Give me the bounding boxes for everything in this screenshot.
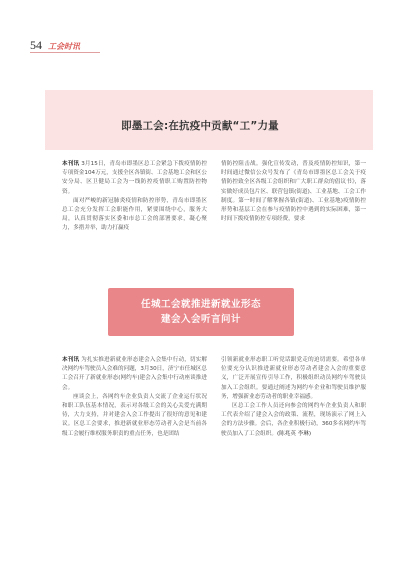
page-number: 54 xyxy=(30,38,42,52)
article2-paragraph: 引领新就业形态职工听党话跟党走的迫切需要。希望各单位要充分认识推进新就业形态劳动者建会入会的重要意义，广泛开展宣传引导工作，积极组织动员网约车驾驶员加入工会组织。要通过阐述为网约车企业和驾驶员维护服务，增强新业态劳动者的职业幸福感。 xyxy=(221,357,366,400)
article1-paragraph xyxy=(62,160,207,197)
article2-column-2 xyxy=(221,356,366,439)
header-divider xyxy=(30,52,100,53)
article1-title: 即墨工会:在抗疫中贡献“工”力量 xyxy=(121,120,279,132)
article2-text: 为扎实推进新就业形态建会入会集中行动，切实解决网约车驾驶员入会难的问题，3月30日，济宁市任城区总工会召开了新就业形态(网约车)建会入会集中行动座谈推进会。 xyxy=(62,357,207,391)
article1-body xyxy=(62,160,366,234)
article2-paragraph xyxy=(62,356,207,393)
article2-title-line-2: 建会入会听言问计 xyxy=(160,314,241,325)
article1-paragraph: 面对严峻的新冠肺炎疫情和防控形势，青岛市即墨区总工会充分发挥工会职能作用，紧要围绕中心，服务大局，认真贯彻落实区委和市总工会的部署要求，凝心聚力，多措并举，助力打赢疫 xyxy=(62,197,207,232)
article2-column-1 xyxy=(62,356,207,439)
article2-paragraph xyxy=(221,402,366,439)
article1-column-2 xyxy=(221,160,366,234)
article2-title-line-1: 任城工会就推进新就业形态 xyxy=(140,299,261,310)
section-title: 工会时讯 xyxy=(48,42,80,51)
page-header xyxy=(30,38,80,53)
article2-title-box xyxy=(108,288,294,336)
article1-text: 3月15日，青岛市即墨区总工会紧急下拨疫情防控专项资金104万元，支援全区各镇街、工会基地工会和区公安分局、区卫健局工会为一线防控疫情职工购置防控物资。 xyxy=(62,161,207,195)
article2-paragraph: 座谈会上，各网约车企业负责人交流了企业运行状况和职工队伍基本情况，表示对各级工会的关心关爱充满期待，大力支持，并对建会入会工作提出了很好的意见和建议。区总工会要求，推进新就业形态劳动者入会是当前各级工会履行维权服务职责的重点任务，也是团结 xyxy=(62,393,207,437)
article2-body xyxy=(62,356,366,439)
article2-byline: (陈兆英 李琳) xyxy=(276,430,312,437)
article2-text: 区总工会工作人员还向参会的网约车企业负责人和职工代表介绍了建会入会的政策、流程，现场演示了网上入会的方法步骤。会后，各企业积极行动，360多名网约车驾驶员加入了工会组织。 xyxy=(221,403,366,437)
article1-paragraph: 情防控阻击战。强化宣传发动，普及疫情防控知识，第一时间通过微信公众号发布了《青岛市即墨区总工会关于疫情防控致全区各级工会组织和广大职工群众的倡议书》，落实做好成员包片区、联营包镇(街道)、工业基地、工会工作制度。第一时间了解掌握各镇(街道)、工业基地)疫情防控形势和基层工会在参与疫情防控中遇到的实际困难，第一时间下拨疫情防控专项经费，要求 xyxy=(221,161,366,223)
article1-column-1 xyxy=(62,160,207,234)
article1-lead: 本刊讯 xyxy=(62,161,80,167)
article2-lead: 本刊讯 xyxy=(62,357,80,363)
